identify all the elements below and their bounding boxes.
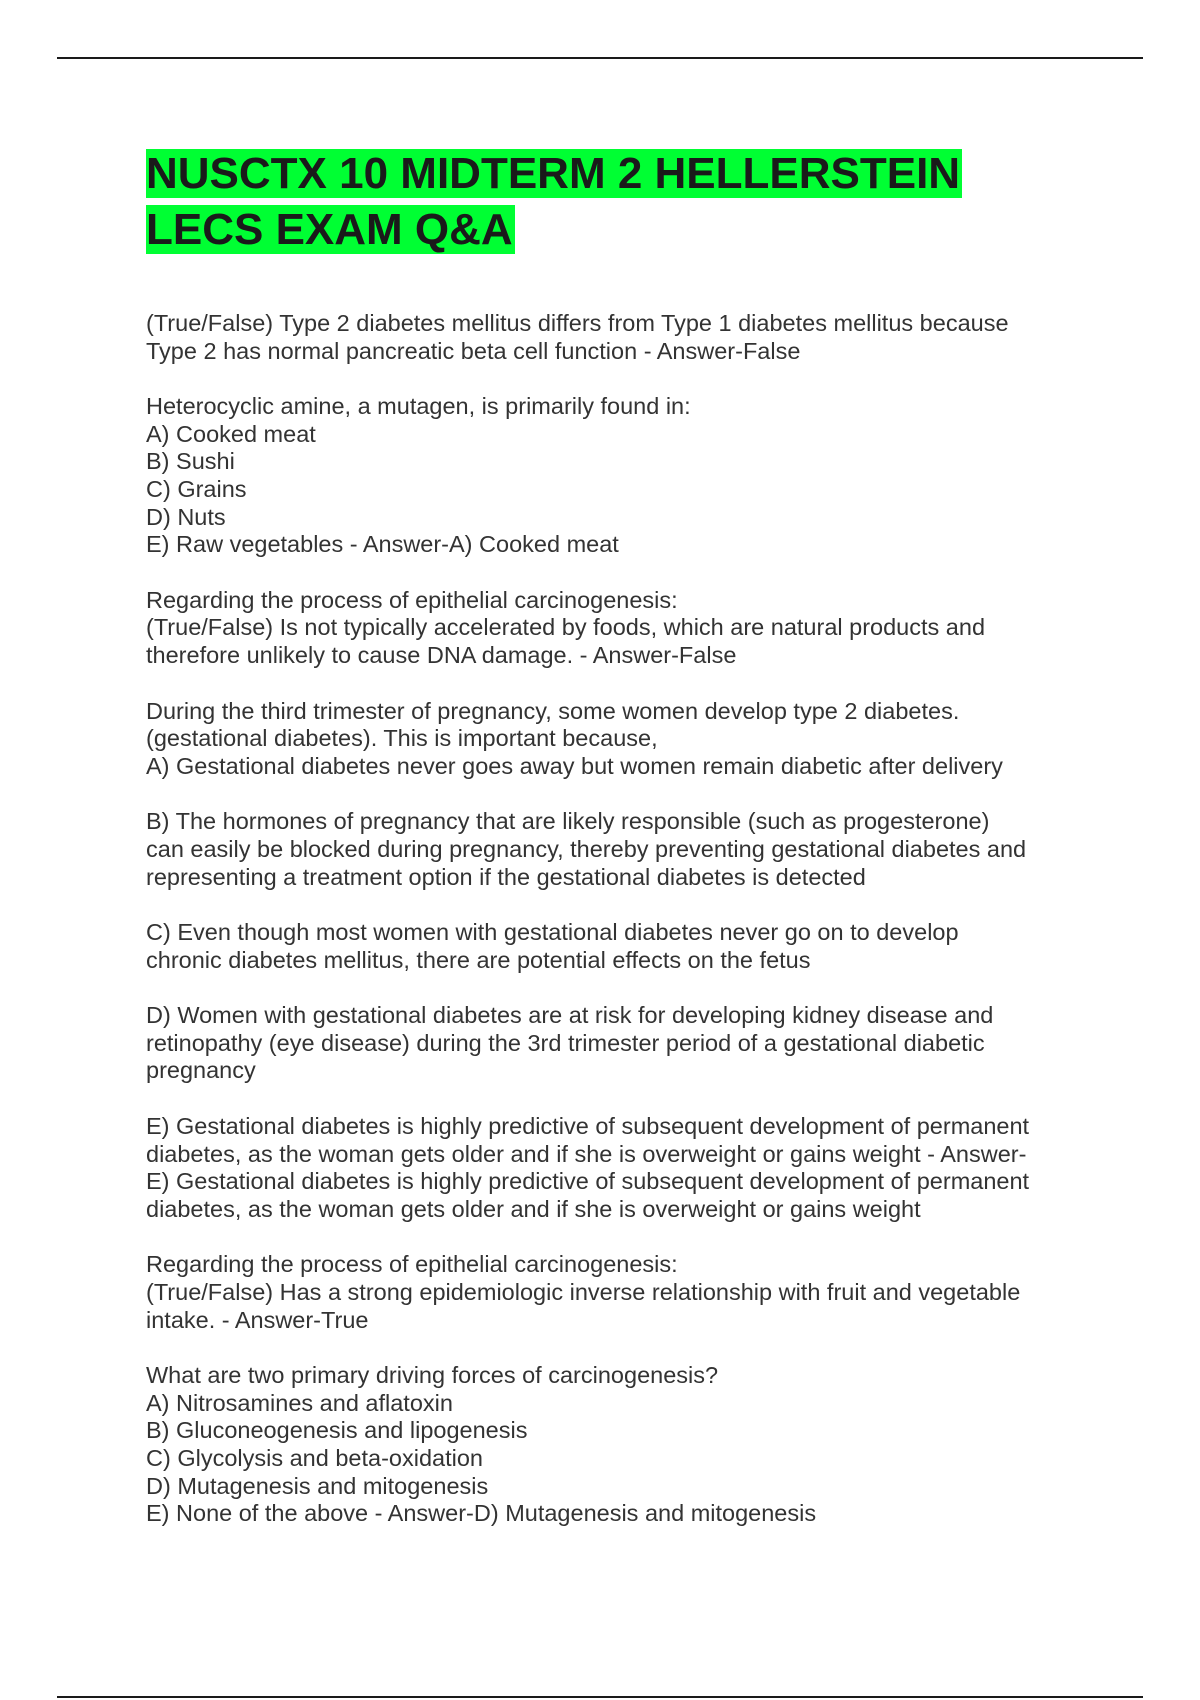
qa-line: D) Mutagenesis and mitogenesis [146, 1472, 489, 1499]
qa-line: E) None of the above - Answer-D) Mutagenesis and mitogenesis [146, 1500, 817, 1527]
qa-line: Heterocyclic amine, a mutagen, is primarily found in: [146, 393, 691, 420]
qa-line: Type 2 has normal pancreatic beta cell function - Answer-False [146, 337, 801, 364]
qa-line: diabetes, as the woman gets older and if she is overweight or gains weight [146, 1195, 921, 1222]
qa-line: B) Gluconeogenesis and lipogenesis [146, 1417, 528, 1444]
qa-line: pregnancy [146, 1057, 256, 1084]
document-body [146, 146, 1086, 1556]
qa-block [146, 1002, 1086, 1085]
qa-line: E) Gestational diabetes is highly predictive of subsequent development of permanent [146, 1113, 1030, 1140]
qa-block [146, 698, 1086, 781]
qa-block [146, 1113, 1086, 1223]
qa-line: Regarding the process of epithelial carcinogenesis: [146, 586, 678, 613]
qa-line: representing a treatment option if the gestational diabetes is detected [146, 863, 866, 890]
qa-line: therefore unlikely to cause DNA damage. - Answer-False [146, 641, 737, 668]
qa-line: A) Nitrosamines and aflatoxin [146, 1389, 453, 1416]
qa-line: C) Even though most women with gestational diabetes never go on to develop [146, 919, 959, 946]
qa-line: B) The hormones of pregnancy that are likely responsible (such as progesterone) [146, 808, 990, 835]
qa-line: retinopathy (eye disease) during the 3rd trimester period of a gestational diabetic [146, 1029, 985, 1056]
title-line-1: NUSCTX 10 MIDTERM 2 HELLERSTEIN [146, 149, 961, 198]
qa-block [146, 919, 1086, 974]
qa-line: E) Gestational diabetes is highly predictive of subsequent development of permanent [146, 1168, 1030, 1195]
qa-block [146, 393, 1086, 559]
qa-line: (gestational diabetes). This is important because, [146, 725, 658, 752]
qa-line: A) Cooked meat [146, 420, 316, 447]
qa-block [146, 310, 1086, 365]
qa-line: C) Grains [146, 475, 247, 502]
qa-line: can easily be blocked during pregnancy, thereby preventing gestational diabetes and [146, 835, 1027, 862]
title-line-2: LECS EXAM Q&A [146, 205, 513, 254]
qa-line: E) Raw vegetables - Answer-A) Cooked meat [146, 531, 619, 558]
qa-line: D) Women with gestational diabetes are at risk for developing kidney disease and [146, 1002, 994, 1029]
qa-line: diabetes, as the woman gets older and if she is overweight or gains weight - Answer- [146, 1140, 1027, 1167]
qa-line: What are two primary driving forces of carcinogenesis? [146, 1362, 719, 1389]
qa-line: B) Sushi [146, 448, 235, 475]
qa-line: (True/False) Type 2 diabetes mellitus differs from Type 1 diabetes mellitus because [146, 310, 1009, 336]
qa-line: C) Glycolysis and beta-oxidation [146, 1445, 483, 1471]
qa-list [146, 310, 1086, 1528]
qa-line: During the third trimester of pregnancy, some women develop type 2 diabetes. [146, 697, 960, 724]
qa-line: chronic diabetes mellitus, there are potential effects on the fetus [146, 946, 811, 973]
qa-line: Regarding the process of epithelial carcinogenesis: [146, 1251, 678, 1278]
qa-line: intake. - Answer-True [146, 1306, 369, 1333]
qa-line: D) Nuts [146, 503, 226, 530]
qa-block [146, 808, 1086, 891]
document-title [146, 146, 1086, 258]
qa-block [146, 1251, 1086, 1334]
footer-rule [57, 1696, 1143, 1698]
qa-line: (True/False) Is not typically accelerated by foods, which are natural products and [146, 614, 986, 641]
qa-block [146, 587, 1086, 670]
qa-line: (True/False) Has a strong epidemiologic inverse relationship with fruit and vegetable [146, 1279, 1021, 1306]
qa-line: A) Gestational diabetes never goes away but women remain diabetic after delivery [146, 752, 1003, 779]
header-rule [57, 57, 1143, 59]
qa-block [146, 1362, 1086, 1528]
